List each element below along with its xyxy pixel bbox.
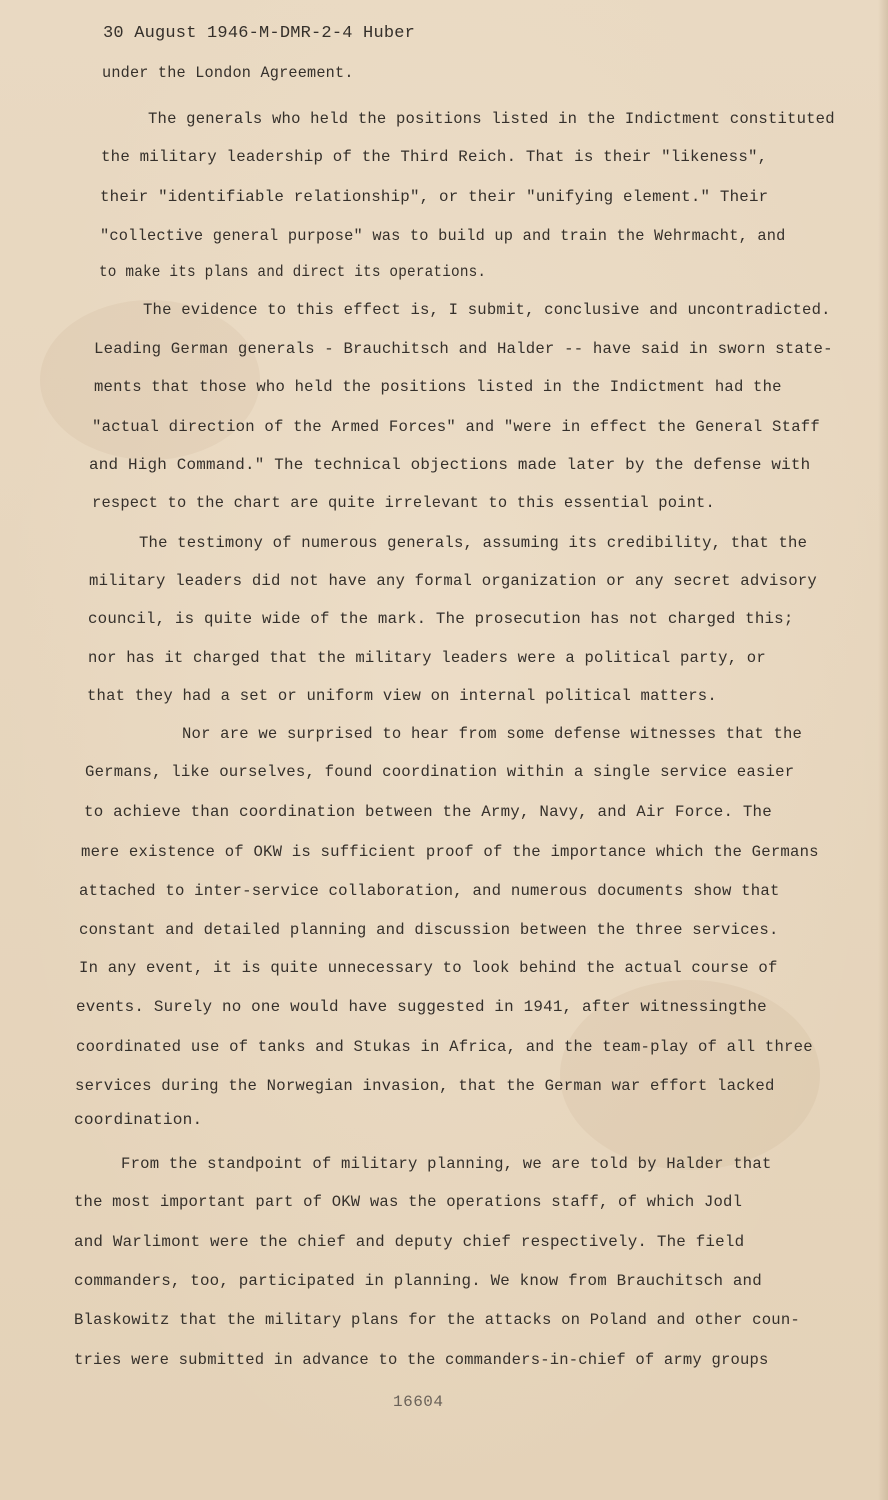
text-line: ments that those who held the positions listed in the Indictment had the [94,378,782,396]
text-line: mere existence of OKW is sufficient proof of the importance which the Germans [81,843,819,861]
text-line: coordinated use of tanks and Stukas in Africa, and the team-play of all three [76,1038,813,1056]
text-line: tries were submitted in advance to the commanders-in-chief of army groups [74,1351,769,1369]
text-line: commanders, too, participated in planning. We know from Brauchitsch and [74,1272,762,1290]
text-line: their "identifiable relationship", or their "unifying element." Their [100,188,769,206]
text-line: to achieve than coordination between the Army, Navy, and Air Force. The [84,803,772,821]
page-number: 16604 [393,1393,444,1411]
text-line: The generals who held the positions listed in the Indictment constituted [148,110,835,128]
text-line: and High Command." The technical objections made later by the defense with [89,456,811,474]
text-line: and Warlimont were the chief and deputy chief respectively. The field [74,1233,745,1251]
text-line: From the standpoint of military planning, we are told by Halder that [121,1155,772,1173]
text-line: The testimony of numerous generals, assuming its credibility, that the [139,534,808,552]
text-line: "collective general purpose" was to build up and train the Wehrmacht, and [100,227,786,245]
text-line: to make its plans and direct its operations. [99,263,487,281]
text-line: Nor are we surprised to hear from some defense witnesses that the [182,725,803,743]
page-edge-shadow [878,0,888,1500]
text-line: Leading German generals - Brauchitsch and Halder -- have said in sworn state- [94,340,833,358]
text-line: military leaders did not have any formal organization or any secret advisory [89,572,817,590]
document-header: 30 August 1946-M-DMR-2-4 Huber [103,24,416,43]
text-line: events. Surely no one would have suggested in 1941, after witnessingthe [76,998,767,1016]
text-line: coordination. [74,1111,203,1129]
text-line: Blaskowitz that the military plans for the attacks on Poland and other coun- [74,1311,800,1329]
text-line: the military leadership of the Third Reich. That is their "likeness", [101,148,768,166]
text-line: In any event, it is quite unnecessary to look behind the actual course of [79,959,778,977]
text-line: under the London Agreement. [102,64,354,82]
text-line: the most important part of OKW was the operations staff, of which Jodl [74,1193,743,1211]
text-line: council, is quite wide of the mark. The prosecution has not charged this; [88,610,794,628]
text-line: attached to inter-service collaboration, and numerous documents show that [79,882,780,900]
text-line: The evidence to this effect is, I submit, conclusive and uncontradicted. [143,301,831,319]
text-line: nor has it charged that the military leaders were a political party, or [88,649,766,667]
text-line: services during the Norwegian invasion, that the German war effort lacked [75,1077,775,1095]
text-line: respect to the chart are quite irrelevant to this essential point. [92,494,715,512]
text-line: constant and detailed planning and discussion between the three services. [79,921,779,939]
text-line: "actual direction of the Armed Forces" and "were in effect the General Staff [92,418,820,436]
text-line: Germans, like ourselves, found coordination within a single service easier [85,763,795,781]
text-line: that they had a set or uniform view on internal political matters. [87,687,717,705]
